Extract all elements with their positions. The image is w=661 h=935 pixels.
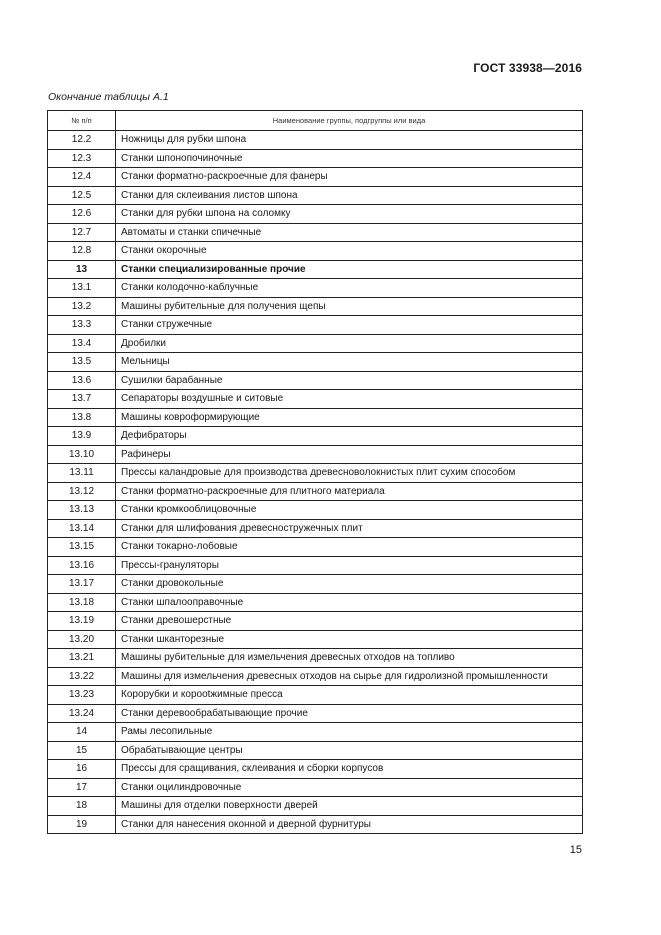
row-name: Станки шканторезные: [116, 630, 583, 649]
document-code: ГОСТ 33938—2016: [473, 61, 582, 75]
table-row: [48, 649, 583, 668]
row-number: 12.7: [48, 223, 116, 242]
table-row: [48, 334, 583, 353]
table-row: [48, 279, 583, 298]
table-row: [48, 131, 583, 150]
table-row: [48, 556, 583, 575]
table-body: [48, 131, 583, 834]
table-row: [48, 390, 583, 409]
row-name: Прессы для сращивания, склеивания и сборки корпусов: [116, 760, 583, 779]
row-name: Станки токарно-лобовые: [116, 538, 583, 557]
row-name: Корорубки и корootжимные пресса: [116, 686, 583, 705]
row-number: 13.15: [48, 538, 116, 557]
row-name: Станки для склеивания листов шпона: [116, 186, 583, 205]
row-number: 19: [48, 815, 116, 834]
header-name: Наименование группы, подгруппы или вида: [116, 111, 583, 131]
table-row: [48, 686, 583, 705]
row-number: 13.11: [48, 464, 116, 483]
table-row: [48, 575, 583, 594]
classification-table: [47, 110, 583, 834]
row-name: Станки окорочные: [116, 242, 583, 261]
row-name: Станки деревообрабатывающие прочие: [116, 704, 583, 723]
row-name: Машины рубительные для получения щепы: [116, 297, 583, 316]
row-number: 13.20: [48, 630, 116, 649]
table-row: [48, 501, 583, 520]
row-name: Ножницы для рубки шпона: [116, 131, 583, 150]
row-number: 12.2: [48, 131, 116, 150]
table-row: [48, 741, 583, 760]
table-row: [48, 408, 583, 427]
row-name: Станки форматно-раскроечные для плитного материала: [116, 482, 583, 501]
table-row: [48, 260, 583, 279]
table-row: [48, 723, 583, 742]
row-name: Станки для нанесения оконной и дверной фурнитуры: [116, 815, 583, 834]
table-row: [48, 205, 583, 224]
row-name: Дефибраторы: [116, 427, 583, 446]
table-row: [48, 464, 583, 483]
row-number: 13.12: [48, 482, 116, 501]
row-name: Машины для отделки поверхности дверей: [116, 797, 583, 816]
row-name: Машины рубительные для измельчения древесных отходов на топливо: [116, 649, 583, 668]
row-name: Обрабатывающие центры: [116, 741, 583, 760]
row-name: Сушилки барабанные: [116, 371, 583, 390]
row-name: Станки специализированные прочие: [116, 260, 583, 279]
row-number: 12.3: [48, 149, 116, 168]
table-row: [48, 482, 583, 501]
table-row: [48, 612, 583, 631]
row-name: Автоматы и станки спичечные: [116, 223, 583, 242]
row-number: 13.3: [48, 316, 116, 335]
row-number: 13.9: [48, 427, 116, 446]
row-number: 13.16: [48, 556, 116, 575]
row-number: 13.4: [48, 334, 116, 353]
table-row: [48, 538, 583, 557]
table-row: [48, 519, 583, 538]
row-number: 13: [48, 260, 116, 279]
row-number: 13.19: [48, 612, 116, 631]
table-row: [48, 316, 583, 335]
row-name: Станки шпонопочиночные: [116, 149, 583, 168]
table-row: [48, 760, 583, 779]
row-number: 17: [48, 778, 116, 797]
row-name: Станки древошерстные: [116, 612, 583, 631]
row-number: 14: [48, 723, 116, 742]
row-number: 13.14: [48, 519, 116, 538]
row-name: Станки оцилиндровочные: [116, 778, 583, 797]
table-row: [48, 815, 583, 834]
table-row: [48, 445, 583, 464]
row-number: 13.1: [48, 279, 116, 298]
table-row: [48, 297, 583, 316]
row-name: Сепараторы воздушные и ситовые: [116, 390, 583, 409]
row-number: 13.22: [48, 667, 116, 686]
row-name: Дробилки: [116, 334, 583, 353]
table-row: [48, 427, 583, 446]
table-row: [48, 797, 583, 816]
row-name: Станки шпалоoправочные: [116, 593, 583, 612]
row-number: 16: [48, 760, 116, 779]
row-number: 12.4: [48, 168, 116, 187]
row-number: 13.23: [48, 686, 116, 705]
page-number: 15: [569, 844, 582, 856]
table-header-row: [48, 111, 583, 131]
row-number: 13.13: [48, 501, 116, 520]
row-number: 13.24: [48, 704, 116, 723]
table-row: [48, 667, 583, 686]
row-number: 12.8: [48, 242, 116, 261]
row-name: Станки для шлифования древесностружечных плит: [116, 519, 583, 538]
row-number: 12.5: [48, 186, 116, 205]
row-name: Станки форматно-раскроечные для фанеры: [116, 168, 583, 187]
row-name: Мельницы: [116, 353, 583, 372]
table-row: [48, 371, 583, 390]
row-name: Станки дровокольные: [116, 575, 583, 594]
table-row: [48, 630, 583, 649]
row-name: Станки колодочно-каблучные: [116, 279, 583, 298]
row-number: 13.7: [48, 390, 116, 409]
table-row: [48, 242, 583, 261]
row-name: Прессы каландровые для производства древесноволокнистых плит сухим способом: [116, 464, 583, 483]
row-number: 15: [48, 741, 116, 760]
row-name: Машины коврoформирующие: [116, 408, 583, 427]
row-name: Прессы-грануляторы: [116, 556, 583, 575]
table-row: [48, 778, 583, 797]
row-number: 13.17: [48, 575, 116, 594]
table-row: [48, 186, 583, 205]
row-number: 13.5: [48, 353, 116, 372]
row-name: Рафинеры: [116, 445, 583, 464]
row-name: Станки для рубки шпона на соломку: [116, 205, 583, 224]
row-number: 13.6: [48, 371, 116, 390]
table-row: [48, 704, 583, 723]
row-number: 13.21: [48, 649, 116, 668]
row-number: 13.18: [48, 593, 116, 612]
row-number: 13.8: [48, 408, 116, 427]
row-number: 12.6: [48, 205, 116, 224]
row-name: Машины для измельчения древесных отходов на сырье для гидролизной промышленности: [116, 667, 583, 686]
table-row: [48, 168, 583, 187]
table-caption: Окончание таблицы А.1: [48, 91, 169, 103]
header-number: № п/п: [48, 111, 116, 131]
row-name: Станки стружечные: [116, 316, 583, 335]
row-number: 13.10: [48, 445, 116, 464]
table-row: [48, 223, 583, 242]
row-name: Станки кромкооблицовочные: [116, 501, 583, 520]
table-row: [48, 593, 583, 612]
row-number: 13.2: [48, 297, 116, 316]
table-row: [48, 149, 583, 168]
row-number: 18: [48, 797, 116, 816]
row-name: Рамы лесопильные: [116, 723, 583, 742]
table-row: [48, 353, 583, 372]
